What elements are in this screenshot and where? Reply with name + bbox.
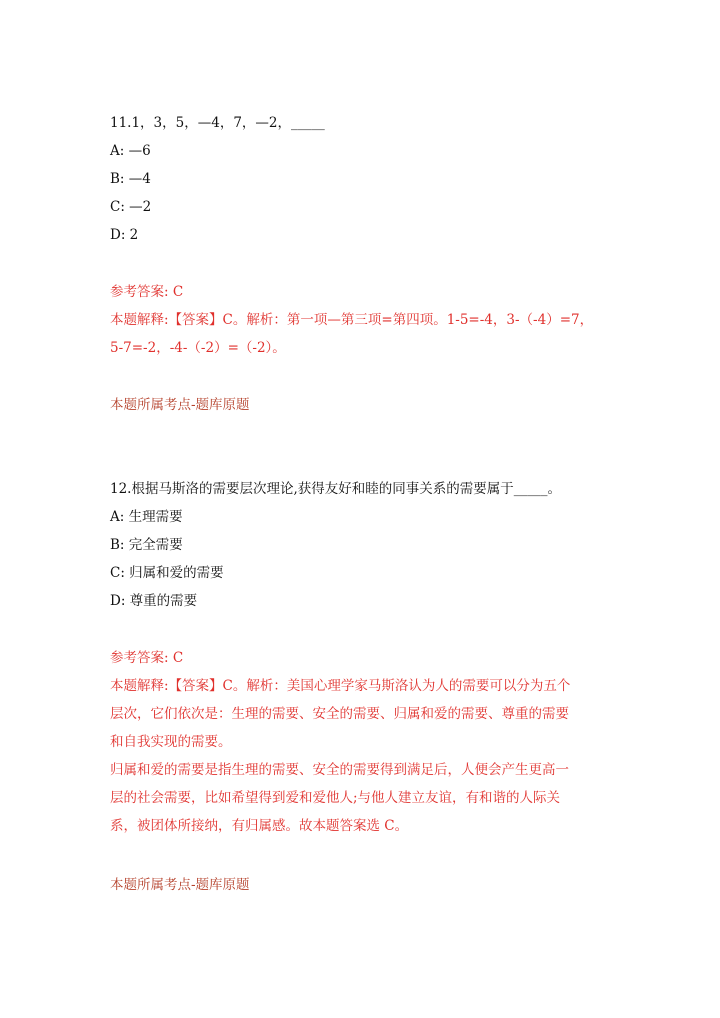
question-11-option-c: C: —2 [110,199,152,215]
question-11-source: 本题所属考点-题库原题 [110,397,250,413]
question-12-answer: 参考答案: C [110,650,184,666]
question-12-explanation-line-1: 本题解释:【答案】C。解析：美国心理学家马斯洛认为人的需要可以分为五个 [110,678,571,694]
question-12-explanation-line-4: 归属和爱的需要是指生理的需要、安全的需要得到满足后，人便会产生更高一 [110,762,569,778]
question-12-option-a: A: 生理需要 [110,509,183,525]
question-12-option-d: D: 尊重的需要 [110,593,198,609]
question-12-stem: 12.根据马斯洛的需要层次理论,获得友好和睦的同事关系的需要属于_____。 [110,481,562,497]
question-11-option-d: D: 2 [110,227,139,243]
question-11-explanation-line-2: 5-7=-2，-4-（-2）=（-2）。 [110,340,286,356]
question-11-option-a: A: —6 [110,143,151,159]
question-11-option-b: B: —4 [110,171,151,187]
question-12-option-c: C: 归属和爱的需要 [110,565,224,581]
question-12-explanation-line-6: 系，被团体所接纳，有归属感。故本题答案选 C。 [110,818,409,834]
question-12-source: 本题所属考点-题库原题 [110,877,250,893]
question-12-explanation-line-2: 层次，它们依次是：生理的需要、安全的需要、归属和爱的需要、尊重的需要 [110,706,569,722]
question-11-explanation-line-1: 本题解释:【答案】C。解析：第一项—第三项=第四项。1-5=-4，3-（-4）=7， [110,312,594,328]
question-11-answer: 参考答案: C [110,284,184,300]
question-11-stem: 11.1，3，5，—4，7，—2，_____ [110,115,325,131]
question-12-explanation-line-3: 和自我实现的需要。 [110,734,232,750]
question-12-explanation-line-5: 层的社会需要，比如希望得到爱和爱他人;与他人建立友谊，有和谐的人际关 [110,790,561,806]
question-12-option-b: B: 完全需要 [110,537,183,553]
